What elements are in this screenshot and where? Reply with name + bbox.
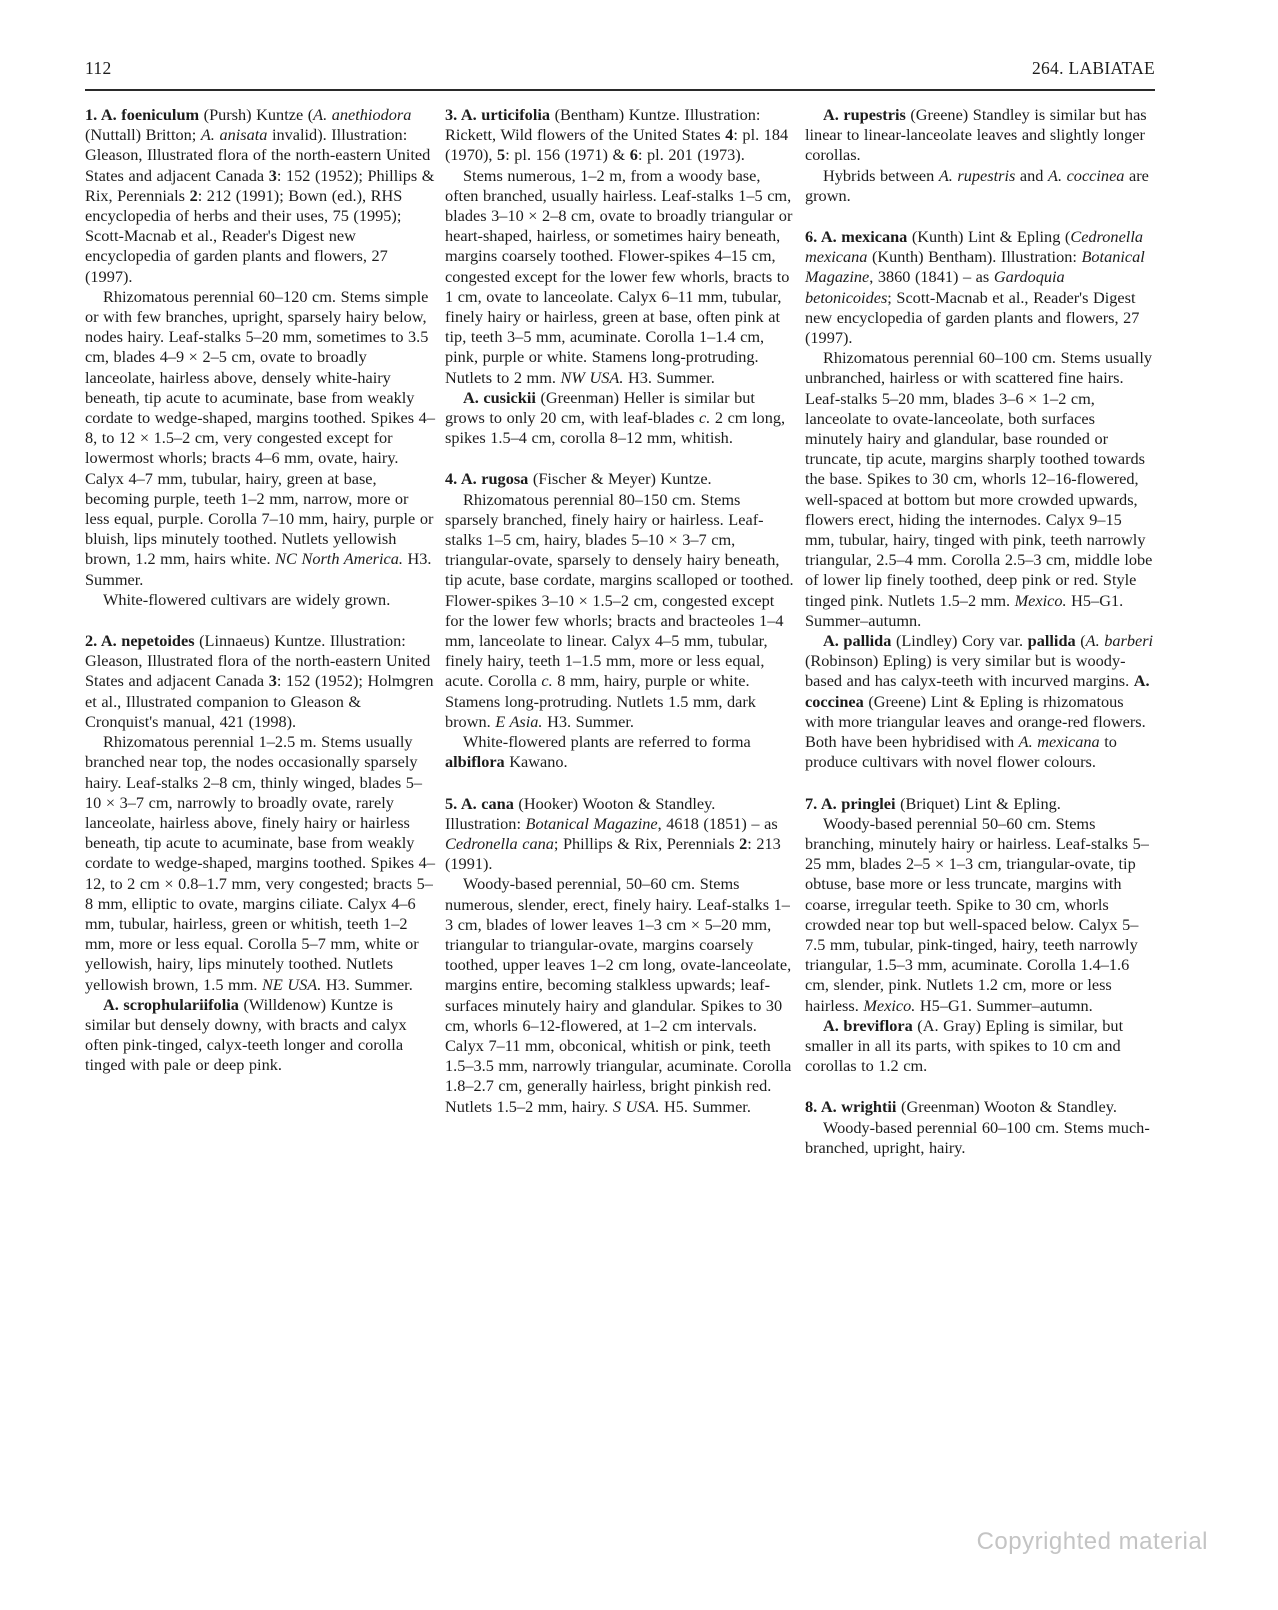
text-run: Mexico. [1014,590,1067,610]
text-run: Rhizomatous perennial 60–120 cm. Stems simple or with few branches, upright, sparsely hairy below, nodes hairy. Leaf-stalks 5–20 mm, sometimes to 3.5 cm, blades 4–9 × 2–5 cm, ovate to broadly lanceolate, hairless above, densely white-hairy beneath, tip acute to acuminate, base from weakly cordate to wedge-shaped, margins toothed. Spikes 4–8, to 12 × 1.5–2 cm, very congested except for lowermost whorls; bracts 4–6 mm, ovate, hairy. Calyx 4–7 mm, tubular, hairy, green at base, becoming purple, teeth 1–2 mm, narrow, more or less equal, purple. Corolla 7–10 mm, hairy, purple or bluish, lips minutely toothed. Nutlets yellowish brown, 1.2 mm, hairs white. [85,286,435,569]
text-run: (Nuttall) Britton; [85,125,201,145]
text-run: : pl. 201 (1973). [637,145,745,165]
text-run: NC North America. [275,549,403,569]
paragraph [85,631,435,732]
text-run: A. barberi [1085,631,1154,651]
text-run: 7. A. pringlei [805,793,896,813]
text-run: (Greenman) Wooton & Standley. [896,1097,1117,1117]
text-run: A. cusickii [463,387,536,407]
text-run: A. scrophulariifolia [103,994,239,1014]
text-run: H3. Summer. [321,974,413,994]
text-run: A. pallida [823,631,892,651]
paragraph [805,814,1155,1016]
text-run: Mexico. [863,995,916,1015]
text-run: : pl. 184 (1970), [445,125,789,165]
text-run: (Robinson) Epling) is very similar but is woody-based and has calyx-teeth with incurved margins. [805,651,1134,691]
text-run: (Briquet) Lint & Epling. [895,793,1061,813]
text-run: Woody-based perennial 60–100 cm. Stems much-branched, upright, hairy. [805,1117,1150,1157]
text-run: 2 [739,833,748,853]
paragraph [805,1118,1155,1158]
paragraph [445,732,795,772]
paragraph [805,794,1155,814]
paragraph [805,1016,1155,1077]
text-run: White-flowered plants are referred to forma [463,732,751,752]
text-run: A. anisata [200,125,268,145]
text-run: , 4618 (1851) – as [657,813,778,833]
text-run: (Lindley) Cory var. [891,631,1028,651]
text-run: 3 [268,165,277,185]
text-run: H5. Summer. [659,1096,751,1116]
paragraph [805,348,1155,631]
paragraph [445,794,795,875]
text-run: : 152 (1952); Holmgren et al., Illustrated companion to Gleason & Cronquist's manual, 421 (1998). [85,671,434,731]
paragraph [445,874,795,1116]
text-run: (Kunth) Bentham). Illustration: [867,247,1082,267]
text-run: Stems numerous, 1–2 m, from a woody base, often branched, usually hairless. Leaf-stalks 1–5 cm, blades 3–10 × 2–8 cm, ovate to broadly triangular or heart-shaped, hairless, or sometimes hairy beneath, margins coarsely toothed. Flower-spikes 4–15 cm, congested except for the lower few whorls, bracts to 1 cm, ovate to lanceolate. Calyx 6–11 mm, tubular, finely hairy or hairless, green at base, often pink at tip, teeth 3–5 mm, acuminate. Corolla 1–1.4 cm, pink, purple or white. Stamens long-protruding. Nutlets to 2 mm. [445,165,793,387]
text-run: Botanical Magazine [525,813,658,833]
text-run: , 3860 (1841) – as [869,267,994,287]
paragraph [805,1097,1155,1117]
text-run: 6. A. mexicana [805,227,908,247]
paragraph [85,105,435,287]
text-run: c. [699,408,711,428]
text-run: 1. A. foeniculum [85,105,200,124]
text-run: H5–G1. Summer–autumn. [915,995,1093,1015]
paragraph [85,732,435,995]
text-run: A. breviflora [823,1015,913,1035]
text-run: NW USA. [560,367,624,387]
text-run: ; Scott-Macnab et al., Reader's Digest new encyclopedia of garden plants and flowers, 27 (1997). [805,287,1140,348]
text-run: White-flowered cultivars are widely grown. [103,589,391,609]
text-run: are grown. [805,165,1149,205]
text-run: Gardoquia betonicoides [805,267,1065,307]
text-run: 8. A. wrightii [805,1097,897,1117]
text-run: Hybrids between [823,165,939,185]
text-run: (Fischer & Meyer) Kuntze. [528,469,712,489]
text-run: 5. A. cana [445,793,514,813]
text-run: : pl. 156 (1971) & [505,145,630,165]
text-run: A. rupestris [938,165,1016,185]
text-run: H3. Summer. [542,711,634,731]
paragraph [445,490,795,732]
text-run: A. coccinea [1048,165,1125,185]
paragraph [445,166,795,388]
text-column-2 [445,105,795,1158]
paragraph [805,227,1155,348]
paragraph [85,590,435,610]
text-run: pallida [1027,631,1076,651]
text-run: A. anethiodora [313,105,412,124]
text-run: Rhizomatous perennial 1–2.5 m. Stems usually branched near top, the nodes occasionally sparsely hairy. Leaf-stalks 2–8 cm, thinly winged, blades 5–10 × 3–7 cm, narrowly to broadly ovate, rarely lanceolate, hairless above, finely hairy or hairless beneath, tip acute to acuminate, base from weakly cordate to wedge-shaped, margins toothed. Spikes 4–12, to 2 cm × 0.8–1.7 mm, very congested; bracts 5–8 mm, elliptic to ovate, margins ciliate. Calyx 4–6 mm, tubular, hairless, green or whitish, teeth 1–2 mm, more or less equal. Corolla 5–7 mm, white or yellowish, hairy, lips minutely toothed. Nutlets yellowish brown, 1.5 mm. [85,732,435,994]
text-run: 4 [725,125,734,145]
text-run: Woody-based perennial 50–60 cm. Stems branching, minutely hairy or hairless. Leaf-stalks 5–25 mm, blades 2–5 × 1–3 cm, triangular-ovate, tip obtuse, base more or less truncate, margins with coarse, irregular teeth. Spike to 30 cm, whorls crowded near top but well-spaced below. Calyx 5–7.5 mm, tubular, pink-tinged, hairy, teeth narrowly triangular, 1.5–3 mm, acuminate. Corolla 1.4–1.6 cm, slender, pink. Nutlets 1.2 cm, more or less hairless. [805,813,1149,1015]
text-run: (A. Gray) Epling is similar, but smaller in all its parts, with spikes to 10 cm and corollas to 1.2 cm. [805,1015,1124,1076]
text-run: H3. Summer. [623,367,715,387]
text-run: (Greene) Standley is similar but has linear to linear-lanceolate leaves and slightly longer corollas. [805,105,1147,165]
text-run: Botanical Magazine [805,247,1145,287]
text-run: Cedronella mexicana [805,227,1143,267]
text-run: 2 cm long, spikes 1.5–4 cm, corolla 8–12 mm, whitish. [445,408,786,448]
text-run: A. rupestris [823,105,906,124]
text-run: ( [1075,631,1086,651]
text-run: to produce cultivars with novel flower colours. [805,732,1117,772]
text-run: (Greenman) Heller is similar but grows to only 20 cm, with leaf-blades [445,387,755,428]
text-run: E Asia. [495,711,543,731]
paragraph [805,166,1155,206]
book-page [85,0,1155,1158]
watermark-text: Copyrighted material [976,1528,1208,1555]
text-run: Rhizomatous perennial 80–150 cm. Stems sparsely branched, finely hairy or hairless. Leaf-stalks 1–5 cm, hairy, blades 5–10 × 3–7 cm, triangular-ovate, sparsely to densely hairy beneath, tip acute, base cordate, margins scalloped or toothed. Flower-spikes 3–10 × 1.5–2 cm, congested except for the lower few whorls; bracts and bracteoles 1–4 mm, lanceolate to linear. Calyx 4–5 mm, tubular, finely hairy, teeth 1–1.5 mm, more or less equal, acute. Corolla [445,489,794,691]
paragraph [805,105,1155,166]
paragraph [805,631,1155,772]
paragraph [445,388,795,449]
page-header [85,0,1155,79]
text-columns [85,105,1155,1158]
text-run: 4. A. rugosa [445,469,529,489]
paragraph [85,287,435,590]
text-run: (Linnaeus) Kuntze. Illustration: Gleason, Illustrated flora of the north-eastern United States and adjacent Canada [85,631,431,691]
text-column-3 [805,105,1155,1158]
text-run: invalid). Illustration: Gleason, Illustrated flora of the north-eastern United States and adjacent Canada [85,125,431,185]
text-run: Rhizomatous perennial 60–100 cm. Stems usually unbranched, hairless or with scattered fine hairs. Leaf-stalks 5–20 mm, blades 3–6 × 1–2 cm, lanceolate to ovate-lanceolate, both surfaces minutely hairy and glandular, base rounded or truncate, tip acute, margins sharply toothed towards the base. Spikes to 30 cm, whorls 12–16-flowered, well-spaced at bottom but more crowded upwards, flowers erect, hiding the internodes. Calyx 9–15 mm, tubular, hairy, tinged with pink, teeth narrowly triangular, 2.5–4 mm. Corolla 2.5–3 cm, middle lobe of lower lip finely toothed, deep pink or red. Style tinged pink. Nutlets 1.5–2 mm. [805,348,1153,610]
paragraph [85,995,435,1076]
text-run: Woody-based perennial, 50–60 cm. Stems numerous, slender, erect, finely hairy. Leaf-stalks 1–3 cm, blades of lower leaves 1–3 cm × 5–20 mm, triangular to triangular-ovate, margins coarsely toothed, upper leaves 1–2 cm long, ovate-lanceolate, margins entire, becoming stalkless upwards; leaf-surfaces minutely hairy and glandular. Spikes to 30 cm, whorls 6–12-flowered, at 1–2 cm intervals. Calyx 7–11 mm, obconical, whitish or pink, teeth 1.5–3.5 mm, narrowly triangular, acuminate. Corolla 1.8–2.7 cm, generally hairless, bright pinkish red. Nutlets 1.5–2 mm, hairy. [445,874,792,1116]
text-run: 6 [629,145,638,165]
text-run: (Willdenow) Kuntze is similar but densely downy, with bracts and calyx often pink-tinged, calyx-teeth longer and corolla tinged with pale or deep pink. [85,994,407,1075]
text-run: 3 [268,671,277,691]
text-run: (Greene) Lint & Epling is rhizomatous with more triangular leaves and orange-red flowers. Both have been hybridised with [805,691,1146,752]
text-run: H5–G1. Summer–autumn. [805,590,1124,630]
text-run: : 213 (1991). [445,833,781,874]
paragraph [445,469,795,489]
text-run: Cedronella cana [445,833,554,853]
text-run: 8 mm, hairy, purple or white. Stamens long-protruding. Nutlets 1.5 mm, dark brown. [445,671,756,731]
header-rule [85,89,1155,91]
text-run: : 152 (1952); Phillips & Rix, Perennials [85,165,435,205]
text-run: S USA. [612,1096,660,1116]
page-number: 112 [85,58,112,78]
text-run: : 212 (1991); Bown (ed.), RHS encyclopedia of herbs and their uses, 75 (1995); Scott-Macnab et al., Reader's Digest new encyclopedia of garden plants and flowers, 27 (1997). [85,185,403,286]
text-run: 5 [497,145,506,165]
text-run: A. mexicana [1018,732,1100,752]
text-run: (Pursh) Kuntze ( [199,105,314,124]
text-run: 2. A. nepetoides [85,631,195,651]
text-run: Kawano. [504,752,568,772]
text-run: (Kunth) Lint & Epling ( [907,227,1071,247]
text-run: NE USA. [262,974,322,994]
text-run: albiflora [445,752,505,772]
text-run: H3. Summer. [85,549,432,589]
text-run: c. [541,671,553,691]
text-run: (Hooker) Wooton & Standley. Illustration: [445,793,716,833]
text-run: ; Phillips & Rix, Perennials [553,833,740,853]
text-run: 3. A. urticifolia [445,105,551,124]
paragraph [445,105,795,166]
section-title: 264. LABIATAE [1031,58,1155,78]
text-column-1 [85,105,435,1158]
text-run: and [1015,165,1048,185]
text-run: A. coccinea [805,671,1150,711]
text-run: (Bentham) Kuntze. Illustration: Rickett, Wild flowers of the United States [445,105,761,145]
text-run: 2 [189,185,198,205]
